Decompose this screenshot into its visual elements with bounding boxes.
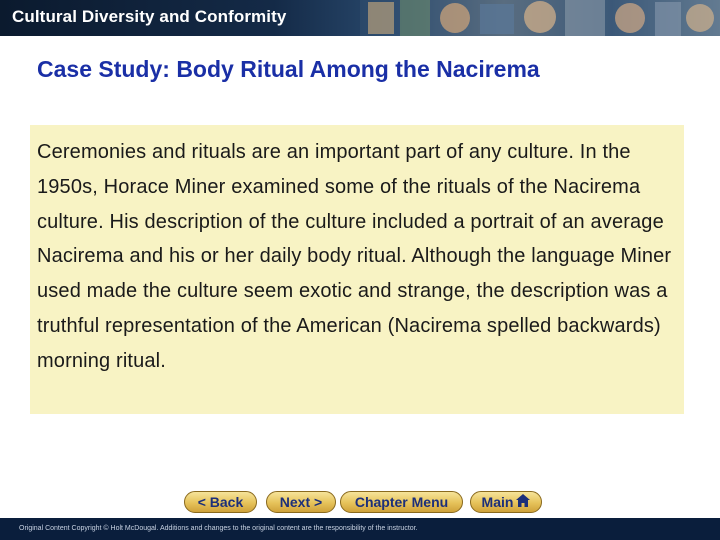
header-banner (0, 0, 720, 36)
back-button-label: < Back (197, 494, 244, 510)
main-button[interactable] (470, 491, 542, 513)
content-box (30, 125, 684, 414)
navigation-bar (0, 491, 720, 515)
footer-bar (0, 518, 720, 540)
next-button[interactable] (266, 491, 336, 513)
slide-title: Case Study: Body Ritual Among the Nacirema (37, 56, 540, 82)
body-text: Ceremonies and rituals are an important part of any culture. In the 1950s, Horace Miner examined some of the rituals of the Nacirema culture. His description of the culture included a portrait of an average Nacirema and his or her daily body ritual. Although the language Miner used made the culture seem exotic and strange, the description was a truthful representation of the American (Nacirema spelled backwards) morning ritual. (37, 141, 672, 372)
copyright-text: Original Content Copyright © Holt McDougal. Additions and changes to the original content are the responsibility of the instructor. (19, 525, 418, 532)
back-button[interactable] (184, 491, 257, 513)
header-collage-image (360, 0, 720, 36)
header-title: Cultural Diversity and Conformity (12, 7, 287, 26)
chapter-menu-button-label: Chapter Menu (354, 494, 449, 510)
home-icon (516, 494, 530, 510)
main-button-label: Main (481, 494, 514, 510)
chapter-menu-button[interactable] (340, 491, 463, 513)
next-button-label: Next > (279, 494, 323, 510)
